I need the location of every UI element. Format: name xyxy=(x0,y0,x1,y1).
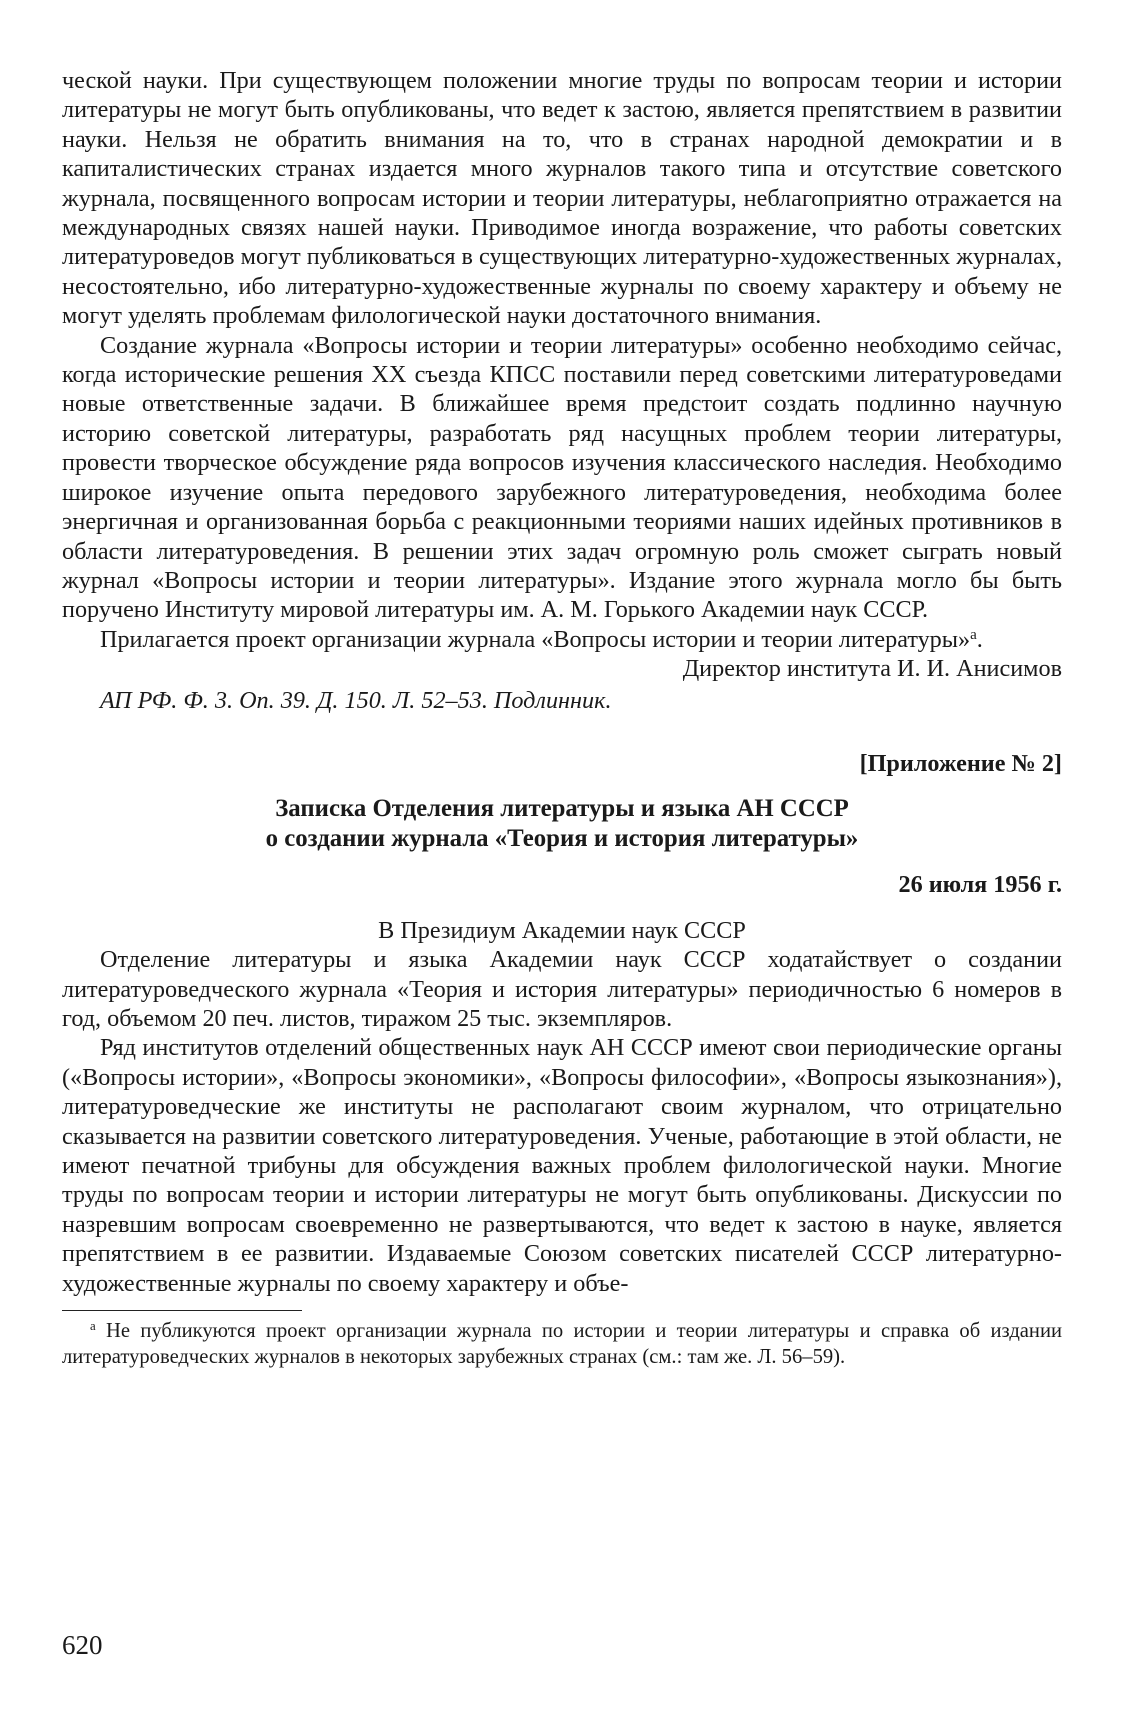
appendix-title-line-1: Записка Отделения литературы и языка АН СССР xyxy=(275,795,849,823)
appendix-paragraph-petition: Отделение литературы и языка Академии наук СССР ходатайствует о создании литературоведческого журнала «Теория и история литературы» периодичностью 6 номеров в год, объемом 20 печ. листов, тиражом 25 тыс. экземпляров. xyxy=(62,946,1062,1032)
addressee: В Президиум Академии наук СССР xyxy=(378,916,746,944)
director-signature: Директор института И. И. Анисимов xyxy=(682,655,1062,683)
appendix-paragraph-institutes: Ряд институтов отделений общественных наук АН СССР имеют свои периодические органы («Вопросы истории», «Вопросы экономики», «Вопросы философии», «Вопросы языкознания»), литературоведческие же институты не располагают своим журналом, что отрицательно сказывается на развитии советского литературоведения. Ученые, работающие в этой области, не имеют печатной трибуны для обсуждения важных проблем филологической науки. Многие труды по вопросам теории и истории литературы не могут быть опубликованы. Дискуссии по назревшим вопросам своевременно не развертываются, что ведет к застою в науке, является препятствием в ее развитии. Издаваемые Союзом советских писателей СССР литературно-художественные журналы по своему характеру и объе- xyxy=(62,1034,1062,1297)
appendix-date: 26 июля 1956 г. xyxy=(898,871,1062,899)
paragraph-continuation: ческой науки. При существующем положении многие труды по вопросам теории и истории литературы не могут быть опубликованы, что ведет к застою, является препятствием в развитии науки. Нельзя не обратить внимания на то, что в странах народной демократии и в капиталистических странах издается много журналов такого типа и отсутствие советского журнала, посвященного вопросам истории и теории литературы, неблагоприятно отражается на международных связях нашей науки. Приводимое иногда возражение, что работы советских литературоведов могут публиковаться в существующих литературно-художественных журналах, несостоятельно, ибо литературно-художественные журналы по своему характеру и объему не могут уделять проблемам филологической науки достаточного внимания. xyxy=(62,67,1062,330)
footnote-divider xyxy=(62,1310,302,1311)
paragraph-journal-creation: Создание журнала «Вопросы истории и теории литературы» особенно необходимо сейчас, когда исторические решения XX съезда КПСС поставили перед советскими литературоведами новые ответственные задачи. В ближайшее время предстоит создать подлинно научную историю советской литературы, разработать ряд насущных проблем теории литературы, провести творческое обсуждение ряда вопросов изучения классического наследия. Необходимо широкое изучение опыта передового зарубежного литературоведения, необходима более энергичная и организованная борьба с реакционными теориями наших идейных противников в области литературоведения. В решении этих задач огромную роль сможет сыграть новый журнал «Вопросы истории и теории литературы». Издание этого журнала могло бы быть поручено Институту мировой литературы им. А. М. Горького Академии наук СССР. xyxy=(62,331,1062,624)
attachment-text: Прилагается проект организации журнала «Вопросы истории и теории литературы» xyxy=(100,625,971,653)
footnote-text: Не публикуются проект организации журнала по истории и теории литературы и справка об издании литературоведческих журналов в некоторых зарубежных странах (см.: там же. Л. 56–59). xyxy=(62,1320,1062,1368)
page-number: 620 xyxy=(62,1630,103,1660)
appendix-label: [Приложение № 2] xyxy=(859,749,1062,777)
paragraph-attachment xyxy=(62,625,1062,654)
document-page xyxy=(62,66,1062,1371)
footnote-ref: a xyxy=(970,626,977,643)
appendix-title xyxy=(62,794,1062,854)
archive-reference: АП РФ. Ф. 3. Оп. 39. Д. 150. Л. 52–53. Подлинник. xyxy=(100,686,612,714)
attachment-end: . xyxy=(976,625,983,653)
footnote-mark: a xyxy=(90,1319,96,1334)
footnote xyxy=(62,1319,1062,1371)
appendix-title-line-2: о создании журнала «Теория и история литературы» xyxy=(265,825,859,853)
